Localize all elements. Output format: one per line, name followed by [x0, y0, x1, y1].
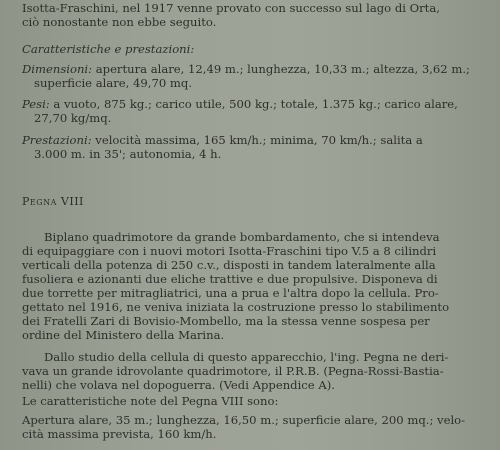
section-heading: Pegna VIII	[22, 195, 84, 208]
paragraph-1	[22, 230, 494, 342]
paragraph-line: Apertura alare, 35 m.; lunghezza, 16,50 m.; superficie alare, 200 mq.; velo-	[22, 413, 466, 427]
intro-line: ciò nonostante non ebbe seguito.	[22, 15, 217, 29]
paragraph-line: cità massima prevista, 160 km/h.	[22, 427, 217, 441]
paragraph-line: due torrette per mitragliatrici, una a prua e l'altra dopo la cellula. Pro-	[22, 286, 439, 300]
paragraph-line: verticali della potenza di 250 c.v., disposti in tandem lateralmente alla	[22, 258, 436, 272]
weights-text: a vuoto, 875 kg.; carico utile, 500 kg.; totale, 1.375 kg.; carico alare,	[49, 97, 458, 111]
performance-entry	[22, 133, 494, 161]
characteristics-heading: Caratteristiche e prestazioni:	[22, 42, 195, 56]
performance-text: velocità massima, 165 km/h.; minima, 70 km/h.; salita a	[91, 133, 423, 147]
paragraph-line: dei Fratelli Zari di Bovisio-Mombello, ma la stessa venne sospesa per	[22, 314, 430, 328]
weights-entry	[22, 97, 494, 125]
paragraph-4	[22, 413, 494, 441]
paragraph-3: Le caratteristiche note del Pegna VIII sono:	[22, 394, 279, 408]
dimensions-text-cont: superficie alare, 49,70 mq.	[34, 76, 193, 90]
weights-label: Pesi:	[22, 97, 50, 111]
paragraph-line: nelli) che volava nel dopoguerra. (Vedi Appendice A).	[22, 378, 335, 392]
performance-label: Prestazioni:	[22, 133, 92, 147]
paragraph-line: gettato nel 1916, ne veniva iniziata la costruzione presso lo stabilimento	[22, 300, 450, 314]
dimensions-text: apertura alare, 12,49 m.; lunghezza, 10,33 m.; altezza, 3,62 m.;	[92, 62, 470, 76]
weights-text-cont: 27,70 kg/mq.	[34, 111, 112, 125]
performance-text-cont: 3.000 m. in 35'; autonomia, 4 h.	[34, 147, 222, 161]
dimensions-entry	[22, 62, 494, 90]
dimensions-label: Dimensioni:	[22, 62, 93, 76]
intro-line: Isotta-Fraschini, nel 1917 venne provato con successo sul lago di Orta,	[22, 1, 440, 15]
intro-text	[22, 1, 494, 29]
paragraph-line: di equipaggiare con i nuovi motori Isotta-Fraschini tipo V.5 a 8 cilindri	[22, 244, 437, 258]
paragraph-line: fusoliera e azionanti due eliche trattive e due propulsive. Disponeva di	[22, 272, 438, 286]
paragraph-2	[22, 350, 494, 392]
paragraph-line: ordine del Ministero della Marina.	[22, 328, 225, 342]
paragraph-line: vava un grande idrovolante quadrimotore, il P.R.B. (Pegna-Rossi-Bastia-	[22, 364, 444, 378]
paragraph-line: Biplano quadrimotore da grande bombardamento, che si intendeva	[44, 230, 440, 244]
paragraph-line: Dallo studio della cellula di questo apparecchio, l'ing. Pegna ne deri-	[44, 350, 449, 364]
